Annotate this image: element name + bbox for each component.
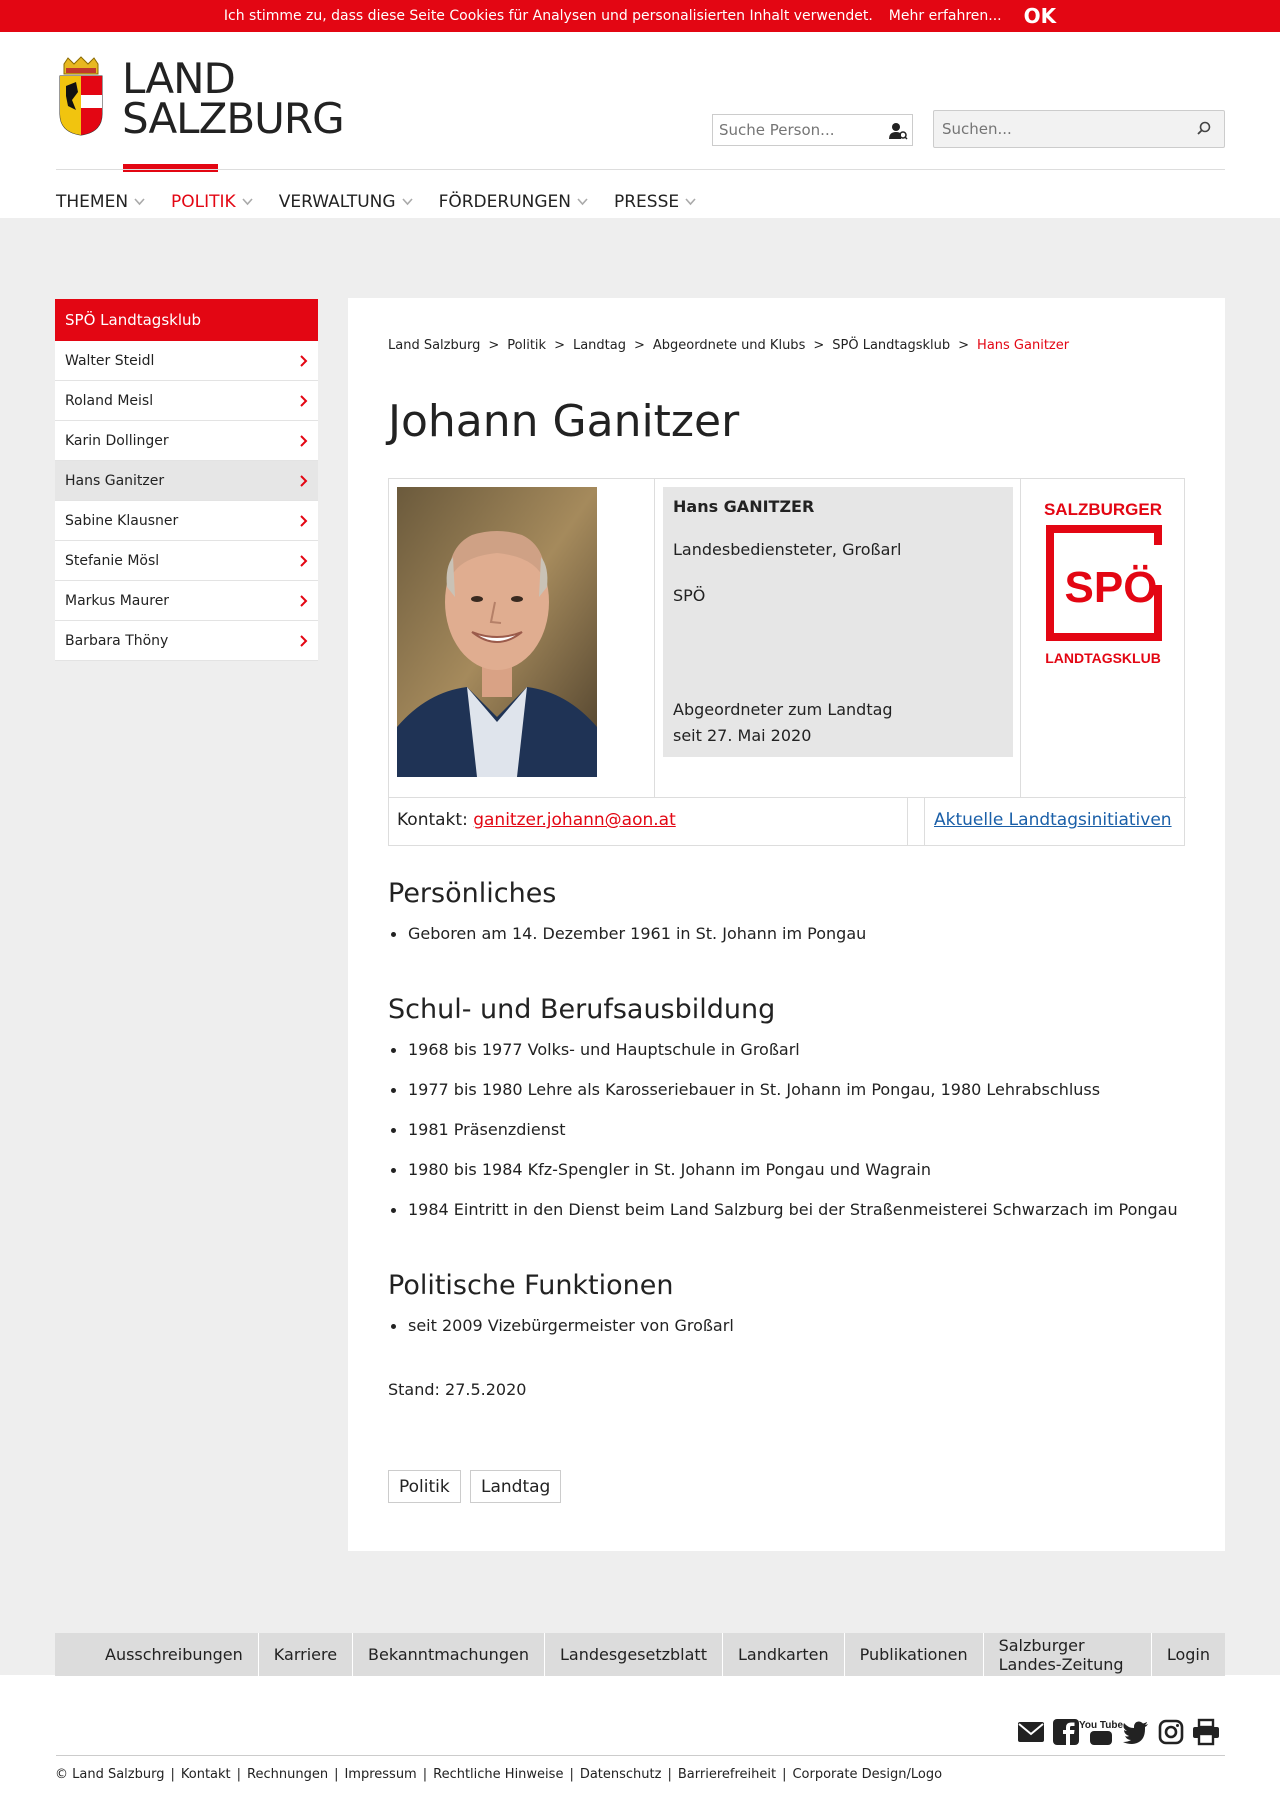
chevron-down-icon — [402, 198, 413, 206]
sidebar-item-label: Karin Dollinger — [65, 432, 169, 449]
cookie-ok-button[interactable]: OK — [1023, 4, 1057, 28]
person-search-icon[interactable] — [888, 121, 908, 141]
footer-divider — [56, 1755, 1225, 1756]
member-role-since: seit 27. Mai 2020 — [673, 726, 812, 745]
section-title-education: Schul- und Berufsausbildung — [388, 994, 776, 1025]
nav-item-foerderungen[interactable] — [439, 192, 588, 212]
profile-info-box — [663, 487, 1013, 757]
personal-list — [388, 923, 866, 963]
mail-icon[interactable] — [1016, 1717, 1046, 1747]
portrait-photo — [397, 487, 597, 777]
contact-email-link[interactable]: ganitzer.johann@aon.at — [473, 810, 676, 830]
sidebar-item-label: Roland Meisl — [65, 392, 154, 409]
list-item: Geboren am 14. Dezember 1961 in St. Johann im Pongau — [388, 923, 866, 963]
chevron-right-icon — [300, 515, 308, 527]
profile-contact-row — [389, 797, 1186, 845]
social-links — [1016, 1717, 1226, 1747]
footer-link-corporate-design[interactable]: Corporate Design/Logo — [792, 1767, 943, 1782]
contact-info — [397, 810, 676, 830]
nav-item-label: PRESSE — [613, 192, 680, 212]
footer-link-datenschutz[interactable]: Datenschutz — [579, 1767, 662, 1782]
member-party: SPÖ — [673, 586, 706, 605]
footer-nav — [55, 1633, 1225, 1676]
page-title: Johann Ganitzer — [388, 396, 740, 447]
chevron-right-icon — [300, 555, 308, 567]
footer-link-barrierefreiheit[interactable]: Barrierefreiheit — [677, 1767, 777, 1782]
breadcrumb-separator: > — [554, 338, 565, 353]
sidebar-item-label: Sabine Klausner — [65, 512, 179, 529]
footer-links — [55, 1767, 942, 1782]
salzburg-crest-icon — [58, 56, 104, 136]
chevron-right-icon — [300, 395, 308, 407]
member-role — [673, 697, 893, 749]
breadcrumb-item[interactable]: Land Salzburg — [388, 338, 481, 353]
logo-line-1: LAND — [122, 54, 235, 103]
sidebar-item-roland-meisl[interactable] — [55, 381, 318, 421]
footer-nav-karriere[interactable]: Karriere — [259, 1633, 353, 1676]
footer-separator: | — [170, 1767, 175, 1782]
main-content — [348, 298, 1225, 1551]
party-logo-top-text: SALZBURGER — [1043, 500, 1163, 519]
breadcrumb-separator: > — [488, 338, 500, 353]
main-nav — [56, 182, 722, 222]
cookie-more-link[interactable]: Mehr erfahren... — [888, 8, 1002, 24]
chevron-down-icon — [242, 198, 253, 206]
site-logo[interactable] — [56, 54, 346, 164]
nav-item-politik[interactable] — [171, 192, 253, 212]
chevron-right-icon — [300, 635, 308, 647]
list-item: 1968 bis 1977 Volks- und Hauptschule in Großarl — [388, 1039, 1178, 1079]
member-occupation: Landesbediensteter, Großarl — [673, 540, 902, 559]
sidebar-item-hans-ganitzer[interactable] — [55, 461, 318, 501]
tag-politik[interactable]: Politik — [388, 1470, 461, 1503]
footer-nav-landesgesetzblatt[interactable]: Landesgesetzblatt — [545, 1633, 723, 1676]
sidebar-item-walter-steidl[interactable] — [55, 341, 318, 381]
nav-item-verwaltung[interactable] — [279, 192, 413, 212]
tag-landtag[interactable]: Landtag — [470, 1470, 561, 1503]
breadcrumb — [388, 338, 1077, 353]
sidebar-item-label: Stefanie Mösl — [65, 552, 160, 569]
chevron-right-icon — [300, 435, 308, 447]
header-divider — [56, 169, 1225, 170]
list-item: 1977 bis 1980 Lehre als Karosseriebauer in St. Johann im Pongau, 1980 Lehrabschluss — [388, 1079, 1178, 1119]
profile-info-cell — [655, 479, 1021, 797]
nav-item-themen[interactable] — [56, 192, 145, 212]
nav-item-label: THEMEN — [56, 192, 129, 212]
profile-card — [388, 478, 1185, 846]
member-role-title: Abgeordneter zum Landtag — [673, 700, 893, 719]
sidebar-item-label: Markus Maurer — [65, 592, 170, 609]
youtube-icon[interactable] — [1078, 1717, 1124, 1747]
last-updated: Stand: 27.5.2020 — [388, 1380, 527, 1399]
footer-nav-login[interactable]: Login — [1166, 1645, 1210, 1664]
breadcrumb-separator: > — [633, 338, 645, 353]
section-title-political: Politische Funktionen — [388, 1270, 674, 1301]
section-title-personal: Persönliches — [388, 878, 557, 909]
footer-separator: | — [569, 1767, 574, 1782]
chevron-down-icon — [685, 198, 696, 206]
nav-item-label: POLITIK — [171, 192, 236, 212]
list-item: 1980 bis 1984 Kfz-Spengler in St. Johann im Pongau und Wagrain — [388, 1159, 1178, 1199]
footer-nav-landes-zeitung[interactable]: Salzburger Landes-Zeitung — [984, 1633, 1152, 1676]
footer-separator: | — [667, 1767, 672, 1782]
cookie-text: Ich stimme zu, dass diese Seite Cookies für Analysen und personalisierten Inhalt verwendet. — [223, 8, 873, 24]
chevron-right-icon — [300, 595, 308, 607]
education-list — [388, 1039, 1178, 1239]
footer-separator: | — [422, 1767, 428, 1782]
cookie-bar — [0, 0, 1280, 32]
site-header — [0, 32, 1280, 218]
youtube-icon-text: You Tube — [1078, 1720, 1124, 1731]
sidebar-item-stefanie-moesl[interactable] — [55, 541, 318, 581]
sidebar-item-sabine-klausner[interactable] — [55, 501, 318, 541]
contact-divider — [907, 798, 908, 846]
footer-separator: | — [334, 1767, 339, 1782]
chevron-down-icon — [134, 198, 145, 206]
list-item: 1984 Eintritt in den Dienst beim Land Salzburg bei der Straßenmeisterei Schwarzach im Pongau — [388, 1199, 1178, 1239]
chevron-down-icon — [577, 198, 588, 206]
footer-link-rechnungen[interactable]: Rechnungen — [247, 1767, 329, 1782]
political-list — [388, 1315, 734, 1355]
profile-photo-cell — [389, 479, 655, 797]
breadcrumb-item[interactable]: Politik — [507, 338, 547, 353]
party-logo-mark: SPÖ — [1064, 563, 1158, 612]
footer-link-impressum[interactable]: Impressum — [344, 1767, 417, 1782]
print-icon[interactable] — [1191, 1717, 1221, 1747]
footer-separator: | — [236, 1767, 242, 1782]
sidebar-item-label: Walter Steidl — [65, 352, 155, 369]
breadcrumb-item[interactable]: SPÖ Landtagsklub — [832, 338, 951, 353]
logo-accent-bar — [123, 164, 218, 172]
breadcrumb-item[interactable]: Abgeordnete und Klubs — [652, 338, 806, 353]
sidebar-title[interactable]: SPÖ Landtagsklub — [55, 299, 318, 341]
sidebar-item-label: Barbara Thöny — [65, 632, 169, 649]
breadcrumb-separator: > — [958, 338, 970, 353]
breadcrumb-separator: > — [813, 338, 825, 353]
facebook-icon[interactable] — [1051, 1717, 1081, 1747]
sidebar — [55, 299, 318, 661]
party-logo-bottom-text: LANDTAGSKLUB — [1045, 650, 1161, 666]
chevron-right-icon — [300, 355, 308, 367]
chevron-right-icon — [300, 475, 308, 487]
footer — [0, 1675, 1280, 1819]
person-search-box — [712, 114, 913, 146]
nav-item-presse[interactable] — [614, 192, 696, 212]
twitter-icon[interactable] — [1121, 1717, 1151, 1747]
person-search-input[interactable] — [713, 115, 881, 145]
site-search-box — [933, 110, 1225, 148]
footer-nav-publikationen[interactable]: Publikationen — [845, 1633, 984, 1676]
portrait-image — [397, 487, 597, 777]
instagram-icon[interactable] — [1156, 1717, 1186, 1747]
list-item: 1981 Präsenzdienst — [388, 1119, 1178, 1159]
footer-nav-bekanntmachungen[interactable]: Bekanntmachungen — [353, 1633, 545, 1676]
contact-label: Kontakt: — [397, 810, 468, 830]
breadcrumb-current: Hans Ganitzer — [977, 338, 1070, 353]
copyright-text: © Land Salzburg — [55, 1767, 165, 1782]
spoe-landtagsklub-logo — [1031, 489, 1176, 679]
sidebar-item-karin-dollinger[interactable] — [55, 421, 318, 461]
sidebar-item-label: Hans Ganitzer — [65, 472, 165, 489]
sidebar-item-markus-maurer[interactable] — [55, 581, 318, 621]
breadcrumb-item[interactable]: Landtag — [572, 338, 626, 353]
footer-link-kontakt[interactable]: Kontakt — [180, 1767, 231, 1782]
member-name: Hans GANITZER — [673, 497, 815, 516]
sidebar-item-barbara-thoeny[interactable] — [55, 621, 318, 661]
logo-line-2: SALZBURG — [122, 94, 344, 143]
footer-link-rechtliche-hinweise[interactable]: Rechtliche Hinweise — [433, 1767, 564, 1782]
search-icon[interactable] — [1196, 121, 1212, 137]
nav-item-label: FÖRDERUNGEN — [438, 192, 571, 212]
nav-item-label: VERWALTUNG — [278, 192, 396, 212]
footer-nav-landkarten[interactable]: Landkarten — [723, 1633, 845, 1676]
footer-separator: | — [782, 1767, 787, 1782]
footer-nav-ausschreibungen[interactable]: Ausschreibungen — [90, 1633, 259, 1676]
list-item: seit 2009 Vizebürgermeister von Großarl — [388, 1315, 734, 1355]
contact-divider — [924, 798, 925, 846]
initiatives-link[interactable]: Aktuelle Landtagsinitiativen — [934, 810, 1172, 830]
site-search-input[interactable] — [934, 111, 1184, 147]
